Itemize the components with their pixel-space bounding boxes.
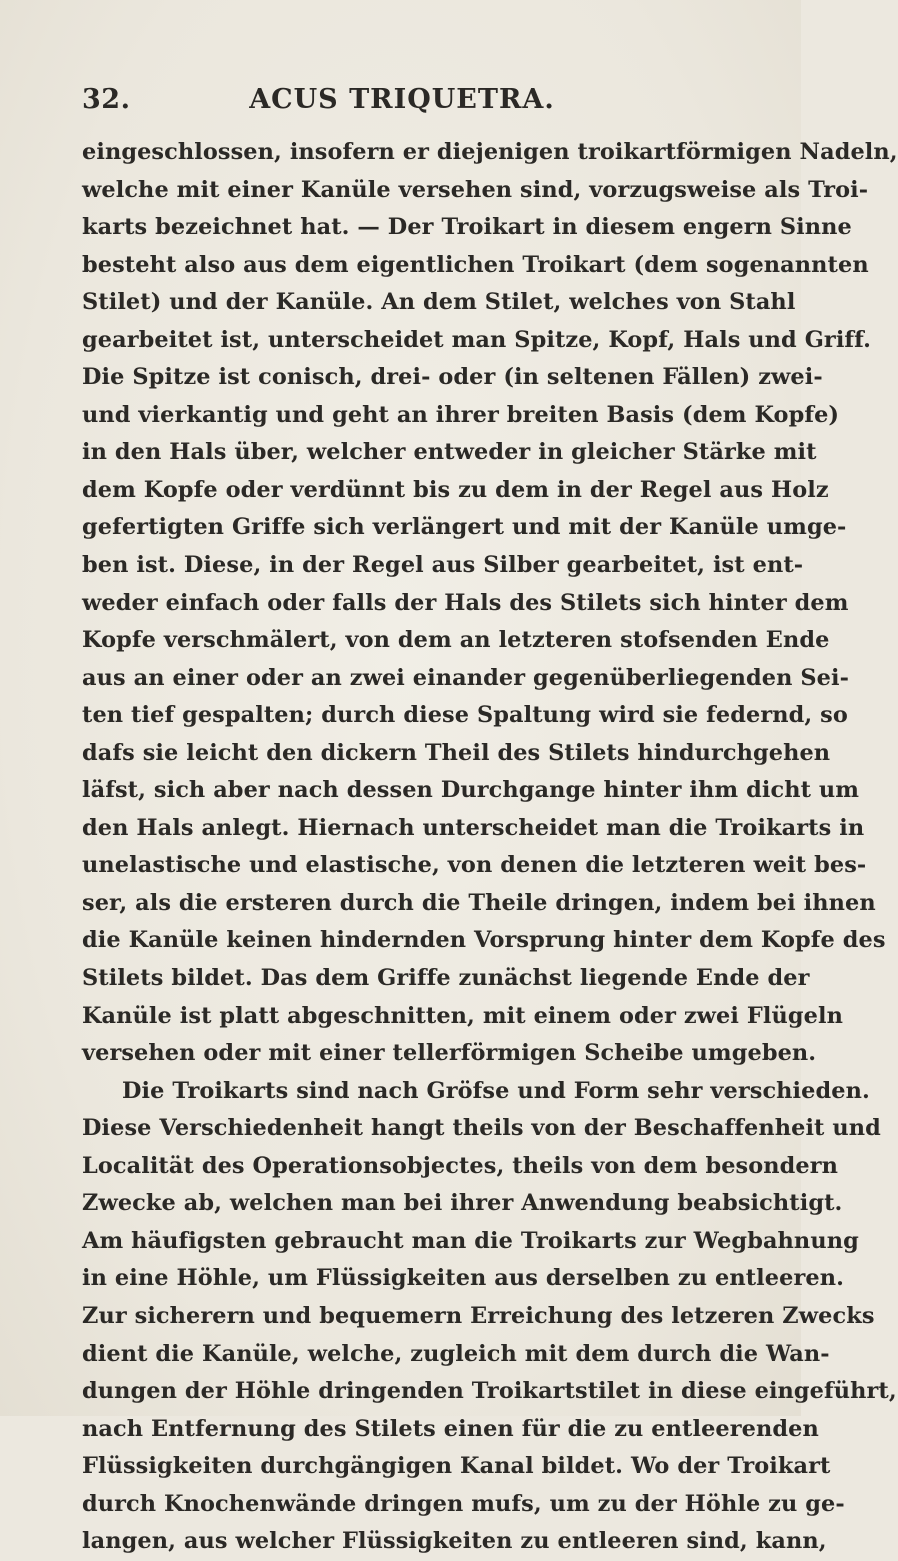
running-head [82,84,722,118]
text-line: dient die Kanüle, welche, zugleich mit dem durch die Wan- [82,1340,830,1367]
text-line: versehen oder mit einer tellerförmigen Scheibe umgeben. [82,1040,817,1067]
text-line: nach Entfernung des Stilets einen für die zu entleerenden [82,1415,819,1442]
page-number: 32. [82,84,131,115]
text-line: Diese Verschiedenheit hangt theils von der Beschaffenheit und [82,1115,881,1142]
text-line: langen, aus welcher Flüssigkeiten zu entleeren sind, kann, [82,1528,827,1555]
text-line: gefertigten Griffe sich verlängert und mit der Kanüle umge- [82,514,847,541]
text-line: dem Kopfe oder verdünnt bis zu dem in der Regel aus Holz [82,476,829,503]
text-line: Stilets bildet. Das dem Griffe zunächst liegende Ende der [82,965,810,992]
text-line: Kanüle ist platt abgeschnitten, mit einem oder zwei Flügeln [82,1002,843,1029]
text-line: besteht also aus dem eigentlichen Troikart (dem sogenannten [82,251,869,278]
page-header-title: ACUS TRIQUETRA. [249,84,555,115]
text-line: Kopfe verschmälert, von dem an letzteren stofsenden Ende [82,627,830,654]
text-line: Stilet) und der Kanüle. An dem Stilet, welches von Stahl [82,289,796,316]
text-line: Localität des Operationsobjectes, theils von dem besondern [82,1152,839,1179]
text-line: Zur sicherern und bequemern Erreichung des letzeren Zwecks [82,1302,875,1329]
text-line: unelastische und elastische, von denen die letzteren weit bes- [82,852,867,879]
text-line: dafs sie leicht den dickern Theil des Stilets hindurchgehen [82,739,831,766]
text-line: Flüssigkeiten durchgängigen Kanal bildet. Wo der Troikart [82,1453,831,1480]
text-line: aus an einer oder an zwei einander gegenüberliegenden Sei- [82,664,849,691]
text-line: dungen der Höhle dringenden Troikartstilet in diese eingeführt, [82,1378,897,1405]
text-line: Die Spitze ist conisch, drei- oder (in seltenen Fällen) zwei- [82,364,823,391]
text-line: in den Hals über, welcher entweder in gleicher Stärke mit [82,439,817,466]
text-line: den Hals anlegt. Hiernach unterscheidet man die Troikarts in [82,814,865,841]
text-line: ben ist. Diese, in der Regel aus Silber gearbeitet, ist ent- [82,552,804,579]
text-line: durch Knochenwände dringen mufs, um zu der Höhle zu ge- [82,1490,845,1517]
text-line: Am häufigsten gebraucht man die Troikarts zur Wegbahnung [82,1227,859,1254]
text-line: und vierkantig und geht an ihrer breiten Basis (dem Kopfe) [82,401,840,428]
text-line: ten tief gespalten; durch diese Spaltung wird sie federnd, so [82,702,848,729]
body-text [82,134,898,1561]
text-line: Zwecke ab, welchen man bei ihrer Anwendung beabsichtigt. [82,1190,843,1217]
text-line: gearbeitet ist, unterscheidet man Spitze, Kopf, Hals und Griff. [82,326,871,353]
text-line: Die Troikarts sind nach Gröfse und Form sehr verschieden. [122,1077,870,1104]
text-line: die Kanüle keinen hindernden Vorsprung hinter dem Kopfe des [82,927,886,954]
text-line: welche mit einer Kanüle versehen sind, vorzugsweise als Troi- [82,176,869,203]
text-line: karts bezeichnet hat. — Der Troikart in diesem engern Sinne [82,214,852,241]
text-line: in eine Höhle, um Flüssigkeiten aus derselben zu entleeren. [82,1265,844,1292]
text-line: weder einfach oder falls der Hals des Stilets sich hinter dem [82,589,849,616]
text-line: eingeschlossen, insofern er diejenigen troikartförmigen Nadeln, [82,139,898,165]
text-line: läfst, sich aber nach dessen Durchgange hinter ihm dicht um [82,777,860,804]
text-line: ser, als die ersteren durch die Theile dringen, indem bei ihnen [82,889,876,916]
